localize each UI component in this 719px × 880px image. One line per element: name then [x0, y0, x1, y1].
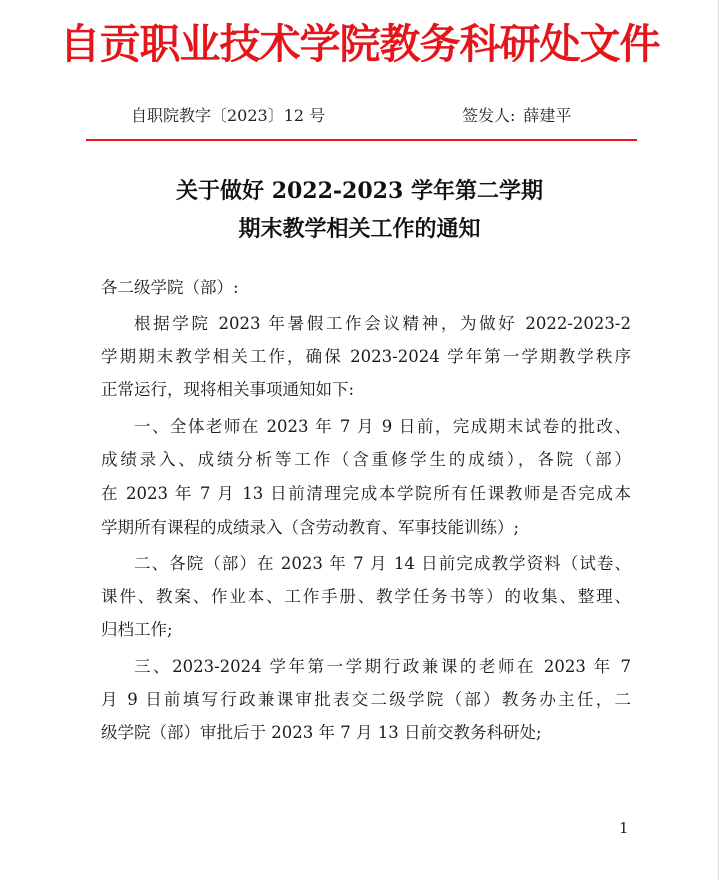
- signer-label: 签发人:: [462, 106, 516, 125]
- body-line: 三、2023-2024 学年第一学期行政兼课的老师在 2023 年 7: [134, 657, 631, 676]
- body-line: 一、全体老师在 2023 年 7 月 9 日前，完成期末试卷的批改、: [134, 417, 631, 436]
- body-line: 学期所有课程的成绩录入（含劳动教育、军事技能训练）;: [101, 518, 520, 537]
- body-line: 级学院（部）审批后于 2023 年 7 月 13 日前交教务科研处;: [101, 723, 542, 742]
- body-line: 课件、教案、作业本、工作手册、教学任务书等）的收集、整理、: [101, 587, 631, 606]
- masthead-title: 自贡职业技术学院教务科研处文件: [59, 20, 660, 68]
- body-line: 成绩录入、成绩分析等工作（含重修学生的成绩），各院（部）: [101, 450, 631, 469]
- body-line: 归档工作;: [101, 620, 173, 639]
- document-number: 自职院教字〔2023〕12 号: [131, 106, 326, 125]
- body-line: 在 2023 年 7 月 13 日前清理完成本学院所有任课教师是否完成本: [101, 484, 631, 503]
- body-line: 根据学院 2023 年暑假工作会议精神，为做好 2022-2023-2: [134, 314, 631, 333]
- salutation: 各二级学院（部）:: [101, 278, 239, 297]
- notice-title-line-2: 期末教学相关工作的通知: [238, 216, 481, 242]
- body-line: 正常运行，现将相关事项通知如下:: [101, 380, 355, 399]
- body-line: 月 9 日前填写行政兼课审批表交二级学院（部）教务办主任，二: [101, 690, 631, 709]
- notice-title-line-1: 关于做好 2022-2023 学年第二学期: [176, 178, 543, 204]
- red-header-rule: [86, 139, 637, 141]
- body-line: 二、各院（部）在 2023 年 7 月 14 日前完成教学资料（试卷、: [134, 554, 631, 573]
- page-number: 1: [619, 819, 629, 837]
- signer-block: [462, 104, 571, 128]
- body-line: 学期期末教学相关工作，确保 2023-2024 学年第一学期教学秩序: [101, 347, 631, 366]
- signer-name: 薛建平: [523, 106, 572, 125]
